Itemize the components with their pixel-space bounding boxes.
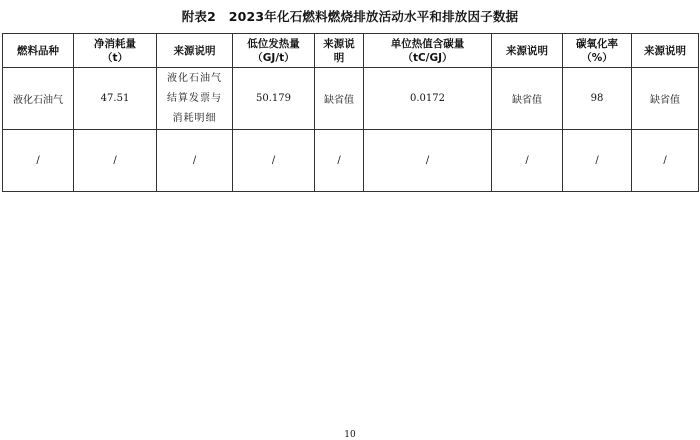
table-row xyxy=(3,130,699,192)
cell-fuel: 液化石油气 xyxy=(3,68,74,130)
cell-source-4: / xyxy=(632,130,699,192)
cell-oxidation: / xyxy=(563,130,632,192)
cell-source-2: 缺省值 xyxy=(315,68,364,130)
cell-source-1: / xyxy=(157,130,233,192)
cell-carbon-content: / xyxy=(364,130,492,192)
cell-consumption: / xyxy=(74,130,157,192)
cell-source-1: 液化石油气 结算发票与 消耗明细 xyxy=(157,68,233,130)
cell-consumption: 47.51 xyxy=(74,68,157,130)
header-ncv: 低位发热量 （GJ/t） xyxy=(233,34,315,68)
cell-source-3: 缺省值 xyxy=(492,68,563,130)
cell-oxidation: 98 xyxy=(563,68,632,130)
table-title: 附表2 2023年化石燃料燃烧排放活动水平和排放因子数据 xyxy=(181,9,519,24)
table-header-row xyxy=(3,34,699,68)
cell-source-3: / xyxy=(492,130,563,192)
header-source-4: 来源说明 xyxy=(632,34,699,68)
header-oxidation-rate: 碳氧化率 （%） xyxy=(563,34,632,68)
cell-fuel: / xyxy=(3,130,74,192)
cell-source-4: 缺省值 xyxy=(632,68,699,130)
header-carbon-content: 单位热值含碳量 （tC/GJ） xyxy=(364,34,492,68)
cell-carbon-content: 0.0172 xyxy=(364,68,492,130)
header-fuel-type: 燃料品种 xyxy=(3,34,74,68)
page-number: 10 xyxy=(344,430,356,440)
cell-source-2: / xyxy=(315,130,364,192)
cell-ncv: 50.179 xyxy=(233,68,315,130)
header-source-2: 来源说 明 xyxy=(315,34,364,68)
emission-data-table xyxy=(2,33,699,192)
header-net-consumption: 净消耗量 （t） xyxy=(74,34,157,68)
table-row xyxy=(3,68,699,130)
header-source-3: 来源说明 xyxy=(492,34,563,68)
header-source-1: 来源说明 xyxy=(157,34,233,68)
cell-ncv: / xyxy=(233,130,315,192)
